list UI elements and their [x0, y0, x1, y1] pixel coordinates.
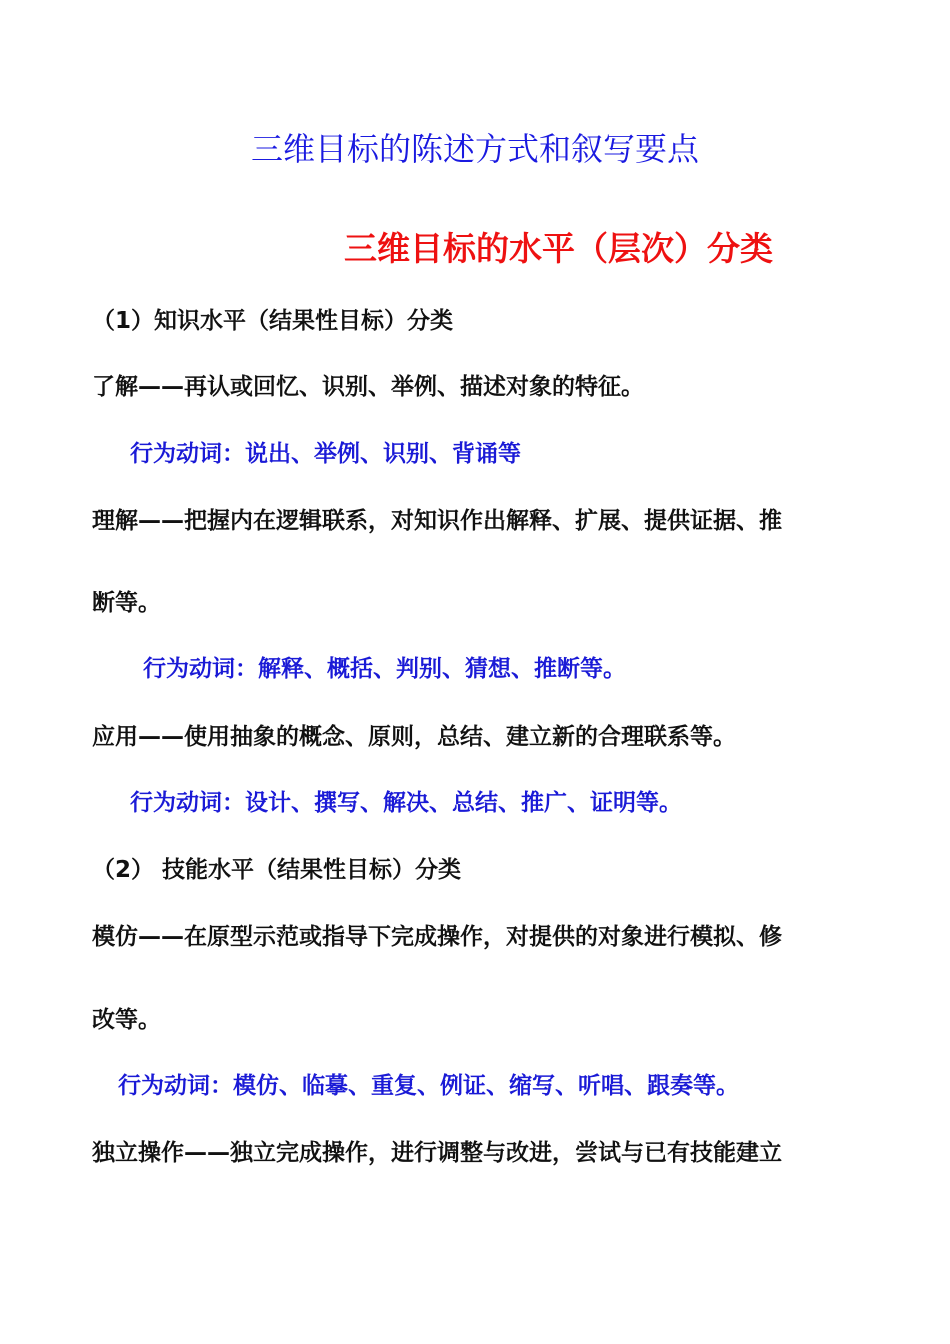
understand-basic-text: 了解——再认或回忆、识别、举例、描述对象的特征。	[92, 374, 644, 400]
imitate-text-line1: 模仿——在原型示范或指导下完成操作，对提供的对象进行模拟、修	[92, 924, 782, 950]
section-subtitle: 三维目标的水平（层次）分类	[344, 229, 773, 268]
imitate-verbs: 行为动词：模仿、临摹、重复、例证、缩写、听唱、跟奏等。	[118, 1073, 739, 1099]
comprehend-text-line2: 断等。	[92, 590, 161, 616]
comprehend-text-line1: 理解——把握内在逻辑联系，对知识作出解释、扩展、提供证据、推	[92, 508, 782, 534]
understand-basic-verbs: 行为动词：说出、举例、识别、背诵等	[130, 441, 521, 467]
imitate-text-line2: 改等。	[92, 1007, 161, 1033]
skills-heading: （2） 技能水平（结果性目标）分类	[92, 857, 462, 883]
knowledge-heading: （1）知识水平（结果性目标）分类	[92, 308, 454, 334]
comprehend-verbs: 行为动词：解释、概括、判别、猜想、推断等。	[143, 656, 626, 682]
apply-text: 应用——使用抽象的概念、原则，总结、建立新的合理联系等。	[92, 724, 736, 750]
independent-text-line1: 独立操作——独立完成操作，进行调整与改进，尝试与已有技能建立	[92, 1140, 782, 1166]
apply-verbs: 行为动词：设计、撰写、解决、总结、推广、证明等。	[130, 790, 682, 816]
document-title: 三维目标的陈述方式和叙写要点	[250, 130, 699, 168]
